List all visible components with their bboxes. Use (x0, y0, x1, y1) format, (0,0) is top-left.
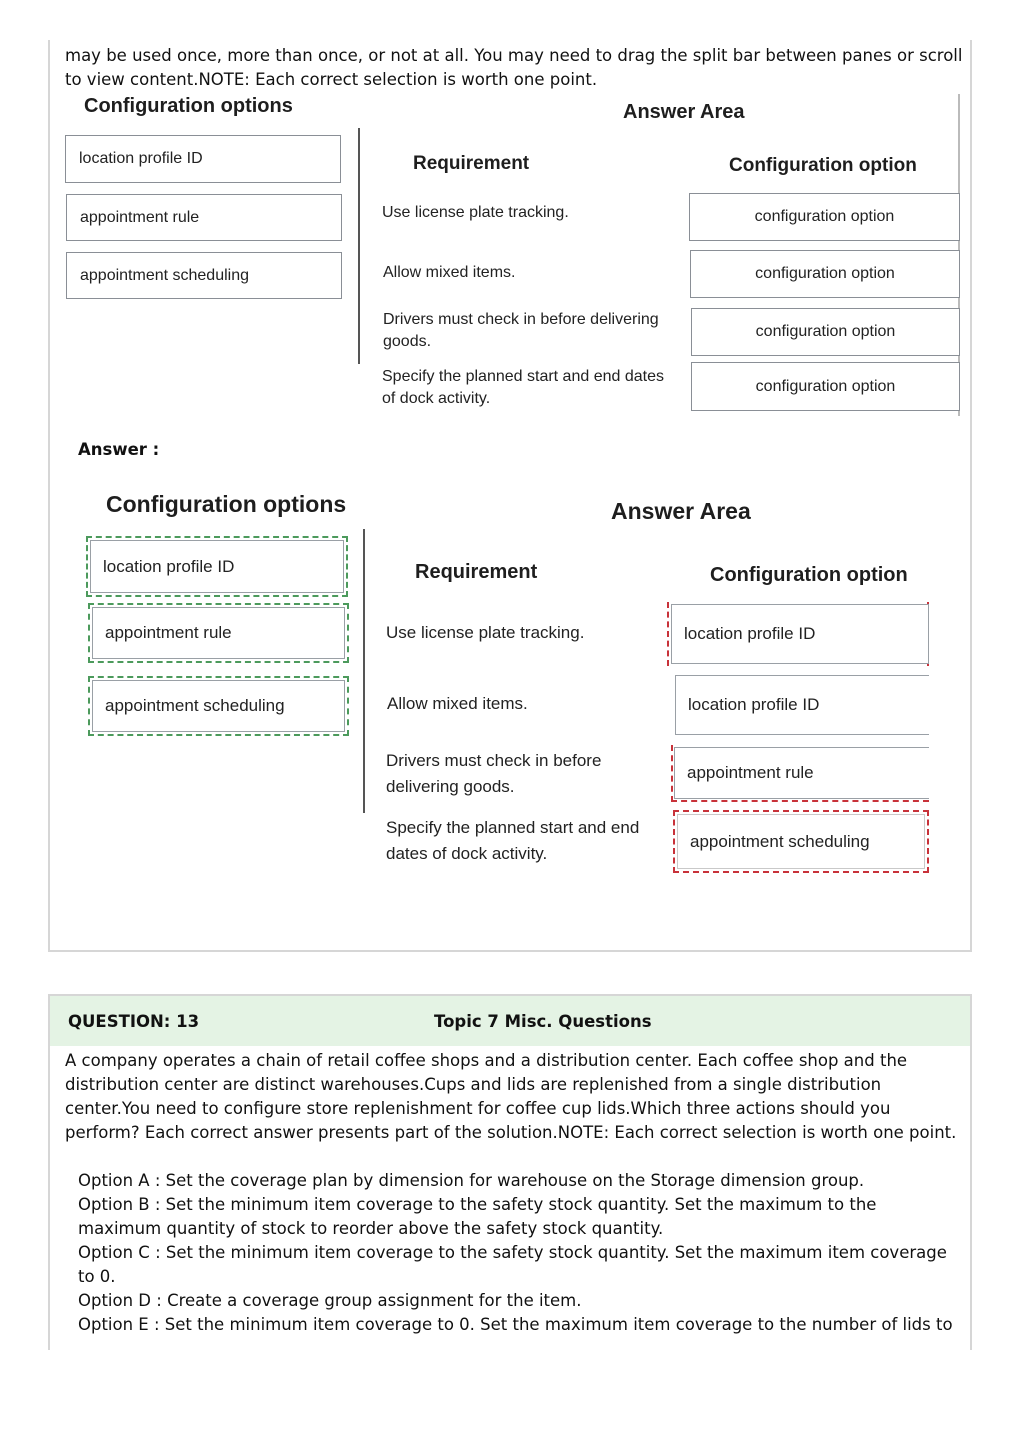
placeholder-label: configuration option (755, 323, 896, 340)
answer-requirement-row: Allow mixed items. (387, 694, 528, 713)
option-label: location profile ID (79, 150, 203, 167)
option-d: Option D : Create a coverage group assignment for the item. (78, 1291, 582, 1310)
intro-text: may be used once, more than once, or not at all. You may need to drag the split bar between panes or scroll to view content.NOTE: Each correct selection is worth one point. (65, 46, 963, 89)
divider-line (358, 128, 360, 364)
requirement-row: Use license plate tracking. (382, 204, 569, 221)
answer-drop-target (674, 747, 929, 799)
answer-value: appointment scheduling (690, 831, 870, 851)
answer-option-tile (92, 607, 345, 659)
drop-target[interactable] (691, 362, 960, 411)
config-option-header: Configuration option (729, 155, 917, 176)
answer-option-tile (92, 680, 345, 732)
answer-divider-line (363, 529, 365, 813)
option-label: appointment rule (80, 208, 200, 226)
answer-area-title-2: Answer Area (611, 498, 751, 524)
option-e: Option E : Set the minimum item coverage to 0. Set the maximum item coverage to the number of lids to (78, 1315, 953, 1334)
option-b: Option B : Set the minimum item coverage to the safety stock quantity. Set the maximum to the maximum quantity of stock to reorder above the safety stock quantity. (78, 1195, 877, 1238)
drop-target[interactable] (690, 250, 960, 298)
question-topic: Topic 7 Misc. Questions (434, 1012, 652, 1031)
answer-area-title: Answer Area (623, 101, 745, 123)
placeholder-label: configuration option (755, 265, 895, 282)
option-tile-appointment-rule[interactable] (66, 194, 342, 241)
option-c: Option C : Set the minimum item coverage to the safety stock quantity. Set the maximum item coverage to 0. (78, 1243, 947, 1286)
answer-config-header: Configuration option (710, 564, 908, 586)
answer-options-title: Configuration options (106, 491, 347, 517)
option-label: location profile ID (103, 556, 235, 576)
option-tile-appointment-scheduling[interactable] (66, 252, 342, 299)
option-a: Option A : Set the coverage plan by dimension for warehouse on the Storage dimension group. (78, 1171, 865, 1190)
placeholder-label: configuration option (755, 377, 896, 395)
options-title: Configuration options (84, 95, 293, 117)
answer-label: Answer : (78, 440, 160, 459)
requirement-row: Specify the planned start and end dates of dock activity. (382, 368, 664, 407)
answer-drop-target (671, 604, 929, 664)
option-label: appointment scheduling (80, 266, 250, 284)
requirement-row: Allow mixed items. (383, 264, 516, 281)
answer-drop-target (675, 675, 929, 735)
answer-requirement-row: Drivers must check in before delivering goods. (386, 751, 602, 796)
requirement-header: Requirement (413, 153, 530, 174)
question-text: A company operates a chain of retail coffee shops and a distribution center. Each coffee shop and the distribution center are distinct warehouses.Cups and lids are replenished from a single distribution center.You need to configure store replenishment for coffee cup lids.Which three actions should you perform? Each correct answer presents part of the solution.NOTE: Each correct selection is worth one point. (65, 1051, 957, 1142)
option-label: appointment rule (105, 623, 232, 642)
answer-value: appointment rule (687, 763, 814, 782)
answer-drop-target (677, 814, 925, 869)
question-number: QUESTION: 13 (68, 1012, 200, 1031)
option-tile-location-profile[interactable] (65, 135, 341, 183)
answer-requirement-row: Specify the planned start and end dates of dock activity. (386, 818, 640, 863)
options-list (78, 1169, 958, 1337)
answer-value: location profile ID (684, 624, 816, 643)
option-label: appointment scheduling (105, 696, 285, 715)
requirement-row: Drivers must check in before delivering goods. (383, 311, 659, 350)
drop-target[interactable] (691, 308, 960, 356)
answer-requirement-header: Requirement (415, 561, 538, 583)
answer-requirement-row: Use license plate tracking. (386, 623, 585, 642)
answer-value: location profile ID (688, 695, 820, 714)
placeholder-label: configuration option (754, 208, 895, 225)
answer-option-tile (90, 540, 344, 593)
drop-target[interactable] (689, 193, 960, 241)
